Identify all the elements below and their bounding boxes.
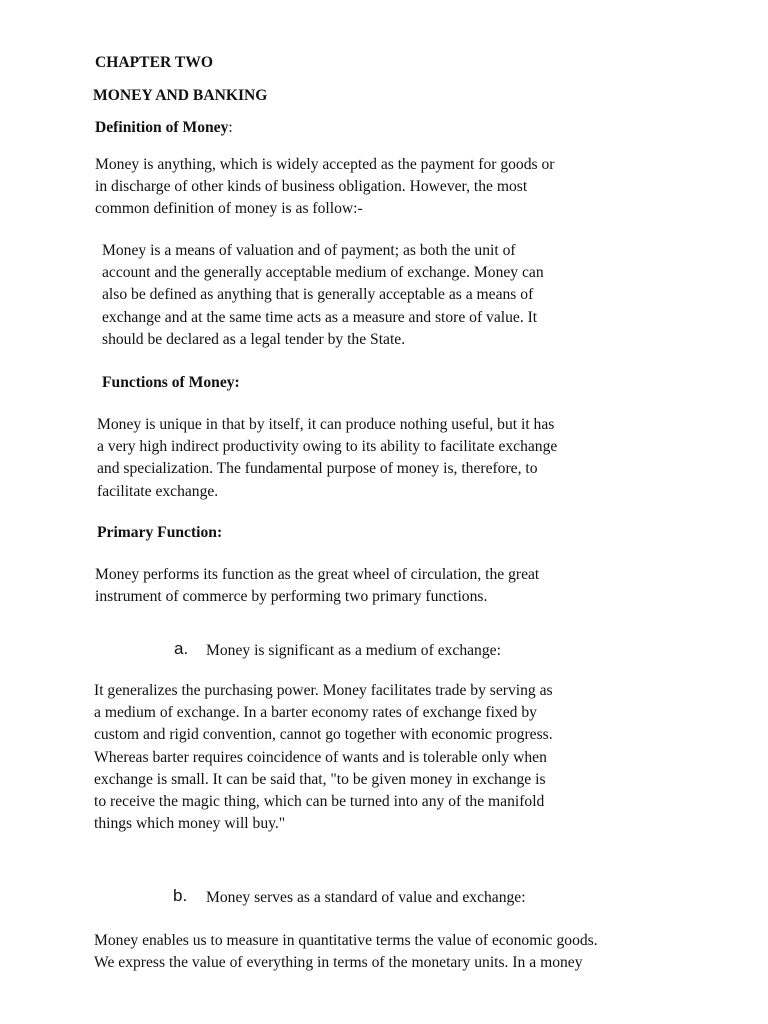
list-item-b-text: Money serves as a standard of value and exchange:	[206, 889, 526, 906]
paragraph-line: common definition of money is as follow:-	[95, 200, 363, 218]
list-item-b	[0, 887, 768, 911]
list-marker-b: b.	[173, 886, 188, 905]
paragraph-line: Money performs its function as the great wheel of circulation, the great	[95, 566, 540, 583]
paragraph-line: exchange and at the same time acts as a measure and store of value. It	[102, 308, 538, 326]
paragraph-line: a very high indirect productivity owing to its ability to facilitate exchange	[97, 438, 558, 456]
paragraph-line: should be declared as a legal tender by the State.	[102, 330, 406, 348]
item-a-paragraph	[94, 680, 553, 835]
definition-heading: Definition of Money	[95, 119, 229, 136]
list-marker-a: a.	[174, 639, 189, 658]
paragraph-line: custom and rigid convention, cannot go together with economic progress.	[94, 726, 553, 744]
paragraph-line: and specialization. The fundamental purpose of money is, therefore, to	[97, 460, 538, 478]
paragraph-line: exchange is small. It can be said that, "to be given money in exchange is	[94, 770, 546, 788]
paragraph-line: things which money will buy."	[94, 815, 286, 833]
paragraph-line: a medium of exchange. In a barter economy rates of exchange fixed by	[94, 704, 537, 722]
definition-heading-line	[95, 117, 233, 139]
primary-function-heading: Primary Function:	[97, 524, 223, 541]
paragraph-line: Money is unique in that by itself, it can produce nothing useful, but it has	[97, 416, 555, 433]
paragraph-line: instrument of commerce by performing two primary functions.	[95, 588, 488, 606]
paragraph-line: Whereas barter requires coincidence of wants and is tolerable only when	[94, 748, 547, 766]
paragraph-line: It generalizes the purchasing power. Money facilitates trade by serving as	[94, 682, 553, 699]
paragraph-line: Money enables us to measure in quantitative terms the value of economic goods.	[94, 932, 598, 949]
paragraph-line: facilitate exchange.	[97, 482, 219, 500]
paragraph-line: in discharge of other kinds of business obligation. However, the most	[95, 178, 528, 196]
section-title: MONEY AND BANKING	[93, 87, 268, 104]
definition-heading-colon: :	[228, 119, 233, 136]
list-item-a-text: Money is significant as a medium of exchange:	[206, 642, 501, 659]
paragraph-line: Money is anything, which is widely accepted as the payment for goods or	[95, 156, 555, 173]
paragraph-line: to receive the magic thing, which can be turned into any of the manifold	[94, 793, 545, 811]
list-item-a	[0, 640, 768, 664]
paragraph-line: We express the value of everything in terms of the monetary units. In a money	[94, 954, 583, 972]
item-b-paragraph	[94, 930, 598, 974]
paragraph-line: also be defined as anything that is generally acceptable as a means of	[102, 286, 534, 304]
paragraph-line: account and the generally acceptable medium of exchange. Money can	[102, 264, 544, 282]
definition-paragraph	[102, 240, 544, 351]
paragraph-line: Money is a means of valuation and of payment; as both the unit of	[102, 242, 516, 259]
intro-paragraph	[95, 154, 554, 221]
chapter-title: CHAPTER TWO	[95, 54, 213, 71]
functions-paragraph	[97, 414, 557, 503]
functions-heading: Functions of Money:	[102, 374, 240, 391]
primary-paragraph	[95, 564, 539, 608]
